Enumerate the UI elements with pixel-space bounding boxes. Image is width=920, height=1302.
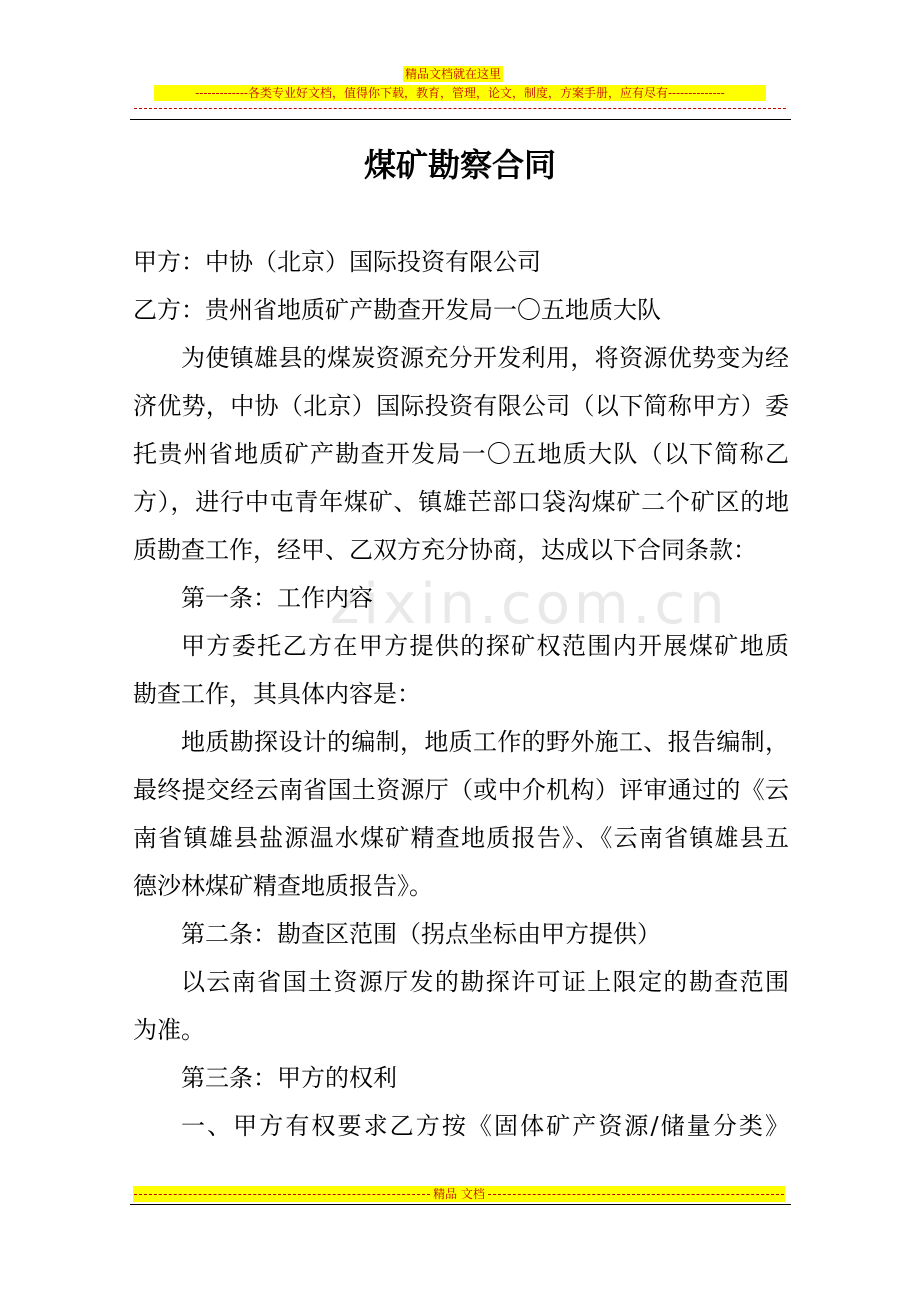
intro-paragraph-line: 托贵州省地质矿产勘查开发局一〇五地质大队（以下简称乙: [133, 440, 789, 468]
article-1-heading: 第一条：工作内容: [181, 584, 373, 612]
footer-dash-left: [134, 1194, 430, 1195]
footer-rule: [130, 1204, 791, 1205]
intro-paragraph-line: 方），进行中屯青年煤矿、镇雄芒部口袋沟煤矿二个矿区的地: [133, 488, 789, 516]
intro-paragraph-line: 济优势，中协（北京）国际投资有限公司（以下简称甲方）委: [133, 392, 789, 420]
article-1-detail-line: 最终提交经云南省国土资源厅（或中介机构）评审通过的《云: [133, 776, 789, 804]
intro-paragraph-line: 为使镇雄县的煤炭资源充分开发利用，将资源优势变为经: [181, 344, 789, 372]
header-rule: [130, 119, 791, 120]
document-body: [133, 238, 789, 1150]
party-a-line: 甲方：中协（北京）国际投资有限公司: [133, 248, 541, 276]
intro-paragraph-line: 质勘查工作，经甲、乙双方充分协商，达成以下合同条款：: [133, 536, 757, 564]
article-1-detail-line: 德沙林煤矿精查地质报告》。: [133, 872, 433, 900]
article-3-paragraph-line: 一、甲方有权要求乙方按《固体矿产资源/储量分类》: [181, 1112, 789, 1140]
article-1-detail-line: 地质勘探设计的编制，地质工作的野外施工、报告编制，: [181, 728, 789, 756]
article-1-paragraph-line: 甲方委托乙方在甲方提供的探矿权范围内开展煤矿地质: [181, 632, 789, 660]
header-sub-banner: -------------各类专业好文档，值得你下载，教育，管理，论文，制度，方案手册，应有尽有--------------: [154, 85, 766, 101]
footer-text: 精品 文档: [433, 1187, 485, 1201]
article-1-detail-line: 南省镇雄县盐源温水煤矿精查地质报告》、《云南省镇雄县五: [133, 824, 789, 852]
footer-dash-right: [488, 1194, 784, 1195]
article-2-heading: 第二条：勘查区范围（拐点坐标由甲方提供）: [181, 920, 661, 948]
watermark: zixin.com.cn: [330, 572, 729, 637]
article-3-heading: 第三条：甲方的权利: [181, 1064, 397, 1092]
header-dashed-line: [134, 108, 786, 109]
header-top-banner: 精品文档就在这里: [405, 67, 502, 81]
footer-banner: [133, 1186, 785, 1202]
article-1-paragraph-line: 勘查工作，其具体内容是：: [133, 680, 421, 708]
article-2-paragraph-line: 以云南省国土资源厅发的勘探许可证上限定的勘查范围: [181, 968, 789, 996]
document-title: 煤矿勘察合同: [363, 146, 556, 184]
article-2-paragraph-line: 为准。: [133, 1016, 205, 1044]
party-b-line: 乙方：贵州省地质矿产勘查开发局一〇五地质大队: [133, 296, 661, 324]
